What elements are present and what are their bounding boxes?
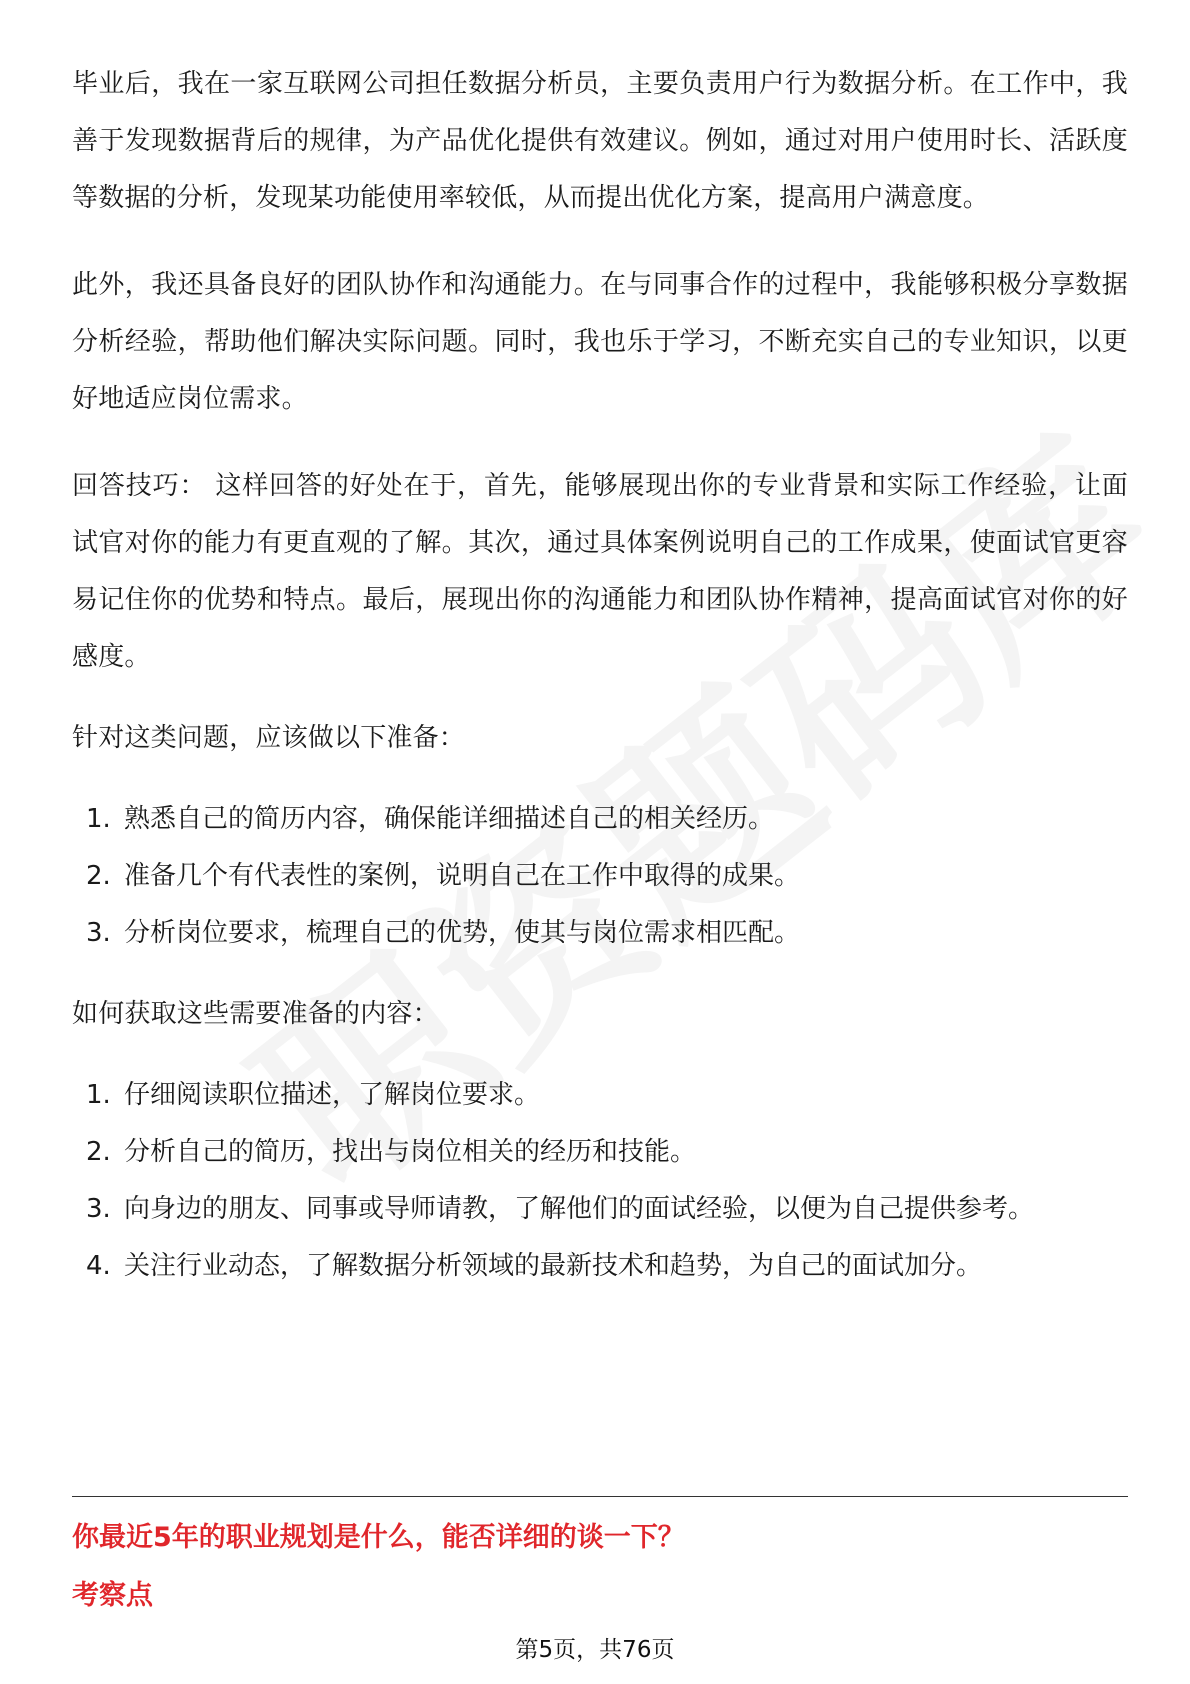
- list-number: 1.: [86, 804, 111, 834]
- preparation-intro: 针对这类问题，应该做以下准备：: [72, 723, 466, 753]
- list-item-text: 准备几个有代表性的案例，说明自己在工作中取得的成果。: [124, 861, 801, 891]
- list-item: [72, 1181, 1128, 1238]
- list-item: [72, 1067, 1128, 1124]
- obtain-intro: 如何获取这些需要准备的内容：: [72, 999, 439, 1029]
- list-item-text: 向身边的朋友、同事或导师请教，了解他们的面试经验，以便为自己提供参考。: [124, 1194, 1035, 1224]
- paragraph-answer-tips: 回答技巧： 这样回答的好处在于，首先，能够展现出你的专业背景和实际工作经验，让面试官对你的能力有更直观的了解。其次，通过具体案例说明自己的工作成果，使面试官更容易记住你的优势和特点。最后，展现出你的沟通能力和团队协作精神，提高面试官对你的好感度。: [72, 471, 1128, 672]
- section-divider: [72, 1496, 1128, 1497]
- list-item: [72, 1238, 1128, 1295]
- list-number: 2.: [86, 861, 111, 891]
- list-item: [72, 848, 1128, 905]
- list-item: [72, 905, 1128, 962]
- paragraph-teamwork: 此外，我还具备良好的团队协作和沟通能力。在与同事合作的过程中，我能够积极分享数据分析经验，帮助他们解决实际问题。同时，我也乐于学习，不断充实自己的专业知识，以更好地适应岗位需求。: [72, 270, 1128, 414]
- paragraph-experience: 毕业后，我在一家互联网公司担任数据分析员，主要负责用户行为数据分析。在工作中，我善于发现数据背后的规律，为产品优化提供有效建议。例如，通过对用户使用时长、活跃度等数据的分析，发现某功能使用率较低，从而提出优化方案，提高用户满意度。: [72, 69, 1128, 213]
- list-number: 4.: [86, 1251, 111, 1281]
- list-item-text: 熟悉自己的简历内容，确保能详细描述自己的相关经历。: [124, 804, 775, 834]
- preparation-list: [72, 791, 1128, 962]
- list-item: [72, 791, 1128, 848]
- page-content: [72, 56, 1128, 1295]
- obtain-list: [72, 1067, 1128, 1295]
- list-item-text: 分析岗位要求，梳理自己的优势，使其与岗位需求相匹配。: [124, 918, 801, 948]
- list-item-text: 分析自己的简历，找出与岗位相关的经历和技能。: [124, 1137, 697, 1167]
- list-item-text: 关注行业动态，了解数据分析领域的最新技术和趋势，为自己的面试加分。: [124, 1251, 983, 1281]
- question-heading: 你最近5年的职业规划是什么，能否详细的谈一下？: [72, 1522, 685, 1553]
- question-subheading: 考察点: [72, 1580, 153, 1611]
- list-item: [72, 1124, 1128, 1181]
- list-number: 1.: [86, 1080, 111, 1110]
- list-number: 3.: [86, 918, 111, 948]
- list-item-text: 仔细阅读职位描述，了解岗位要求。: [124, 1080, 541, 1110]
- list-number: 2.: [86, 1137, 111, 1167]
- page-number: 第5页，共76页: [515, 1637, 675, 1663]
- list-number: 3.: [86, 1194, 111, 1224]
